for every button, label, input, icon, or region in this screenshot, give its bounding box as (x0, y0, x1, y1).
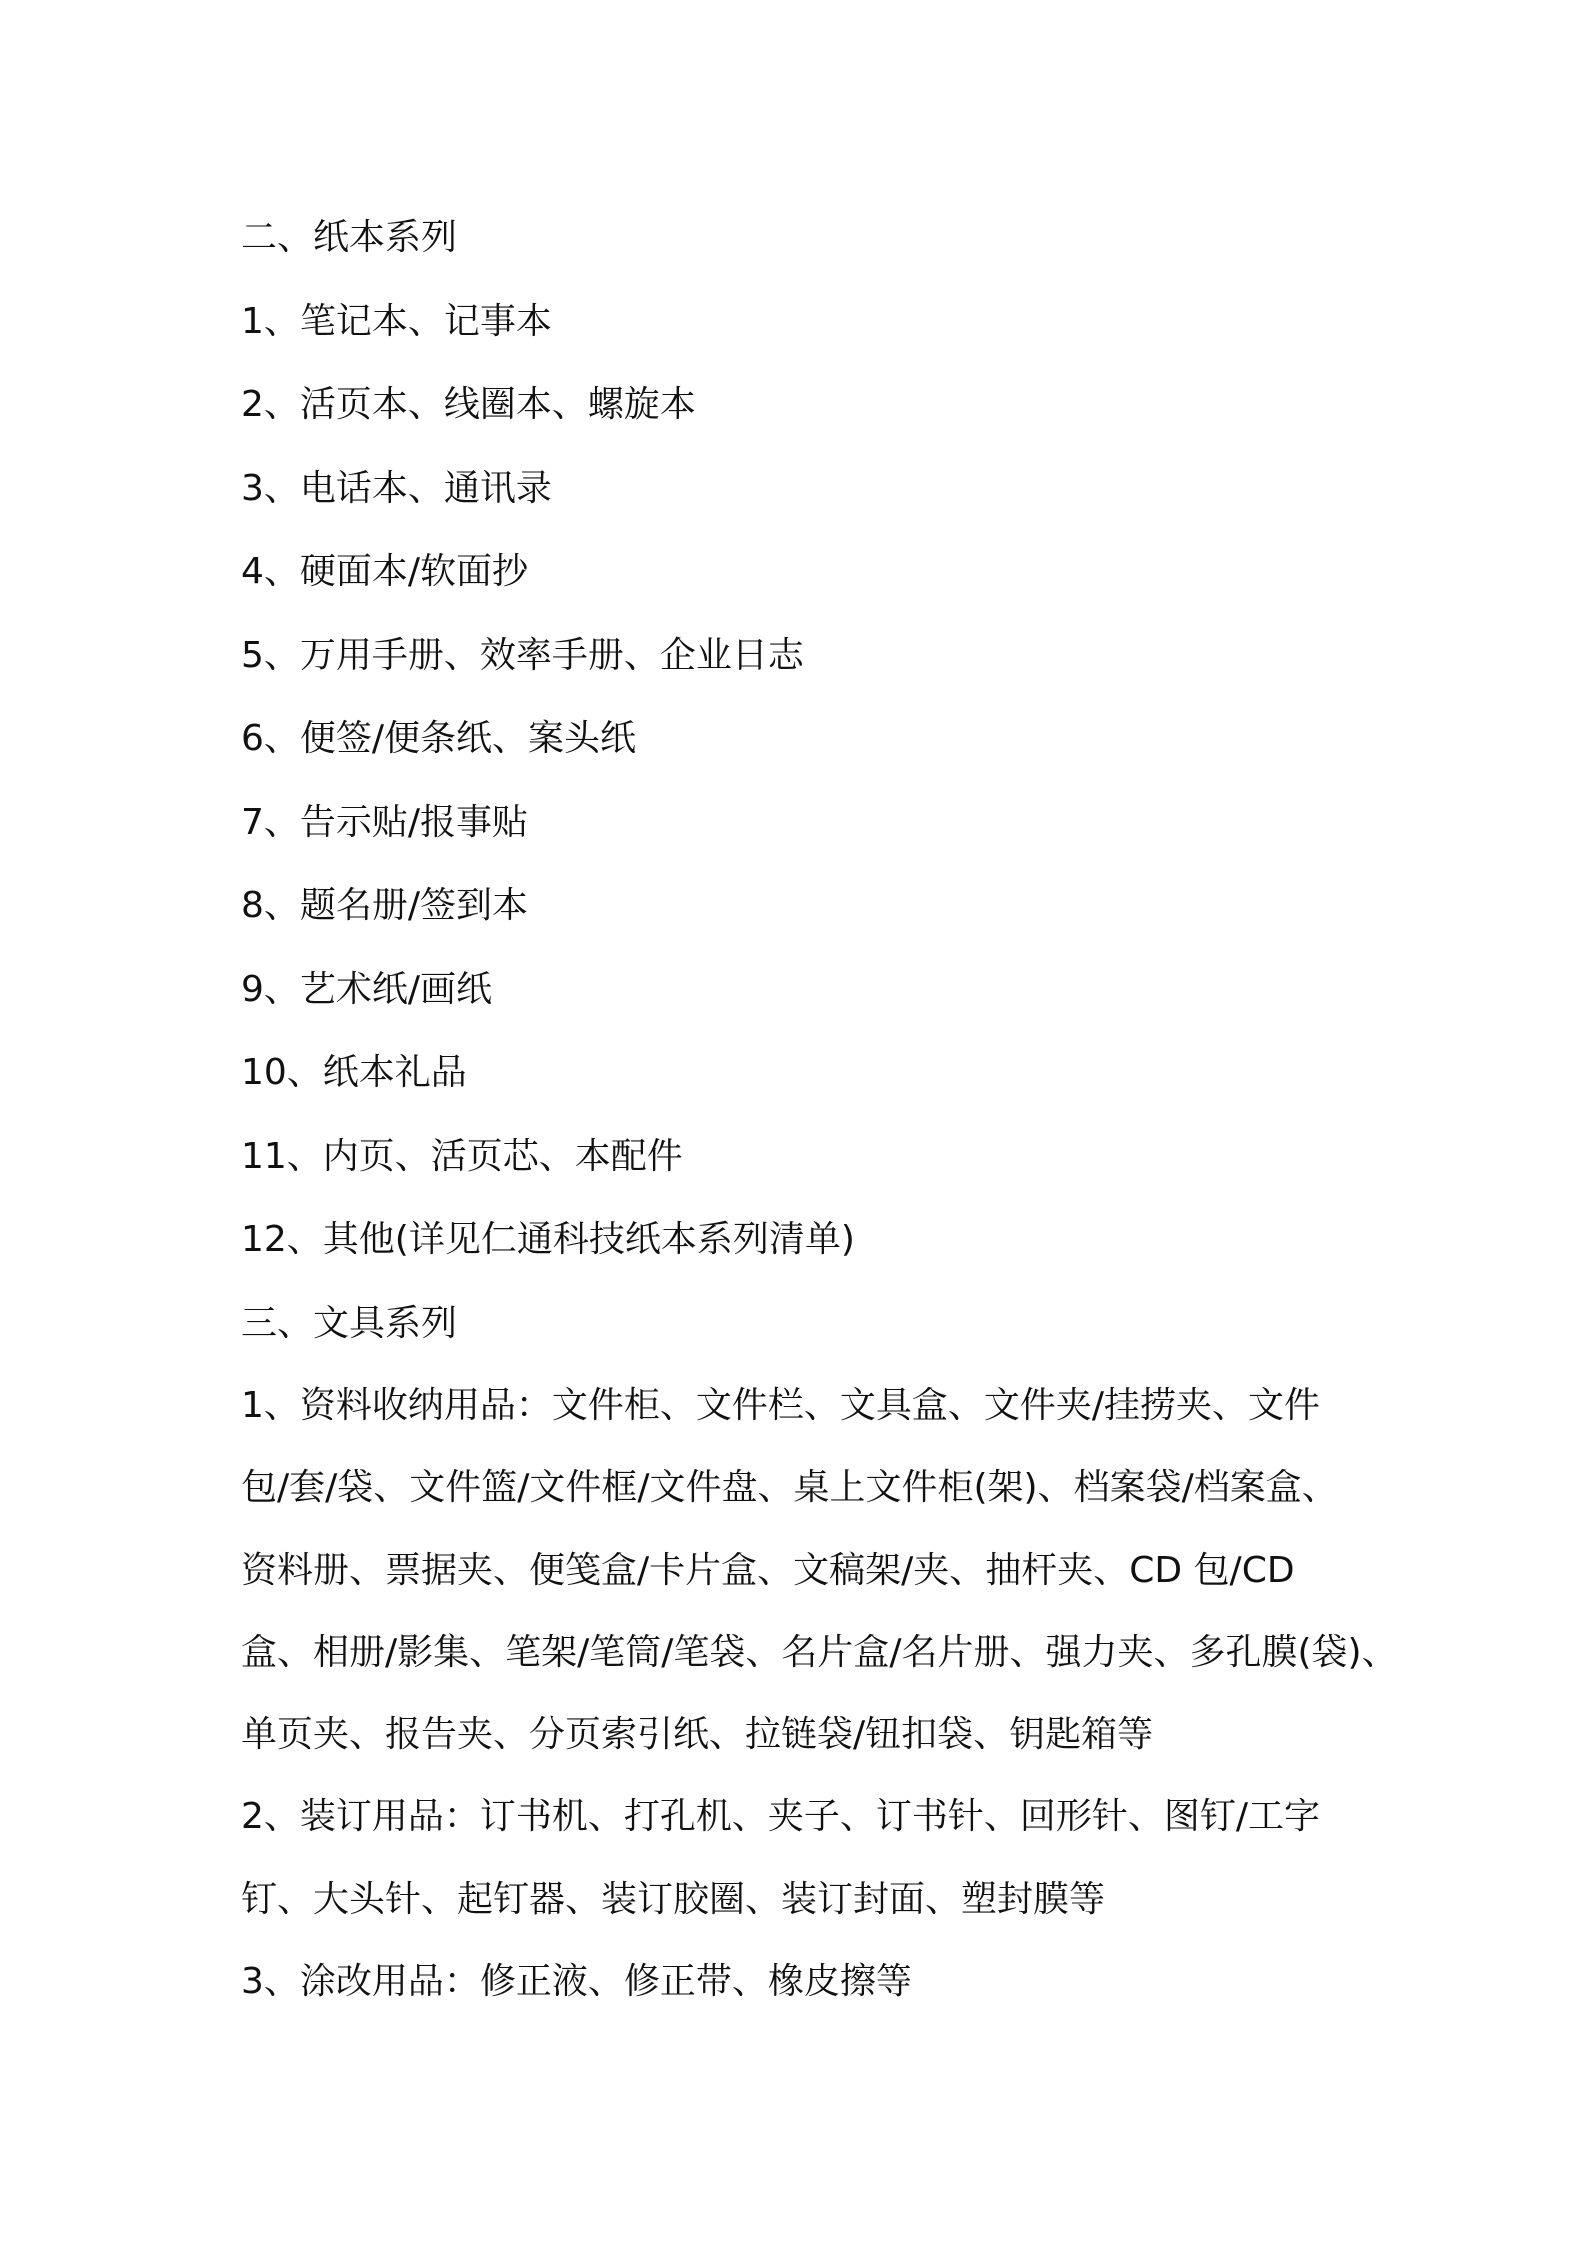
list-item: 8、题名册/签到本 (241, 885, 529, 926)
paragraph-line: 2、装订用品：订书机、打孔机、夹子、订书针、回形针、图钉/工字 (241, 1796, 1321, 1838)
paragraph-binding-supplies (241, 1776, 1381, 1941)
list-item: 1、笔记本、记事本 (241, 300, 552, 342)
paragraph-line: 3、涂改用品：修正液、修正带、橡皮擦等 (241, 1961, 912, 2003)
list-item: 11、内页、活页芯、本配件 (241, 1135, 683, 1177)
paragraph-correction-supplies (241, 1941, 1381, 2023)
paragraph-line: 包/套/袋、文件篮/文件框/文件盘、桌上文件柜(架)、档案袋/档案盒、 (241, 1467, 1338, 1509)
paragraph-storage-supplies (241, 1365, 1398, 1776)
list-item: 5、万用手册、效率手册、企业日志 (241, 634, 804, 676)
list-item: 4、硬面本/软面抄 (241, 551, 529, 592)
document-body (241, 196, 1398, 2023)
list-item: 12、其他(详见仁通科技纸本系列清单) (241, 1219, 855, 1260)
list-item: 6、便签/便条纸、案头纸 (241, 718, 637, 759)
paragraph-line: 1、资料收纳用品：文件柜、文件栏、文具盒、文件夹/挂捞夹、文件 (241, 1385, 1321, 1426)
list-item: 2、活页本、线圈本、螺旋本 (241, 384, 696, 425)
section-heading-paper: 二、纸本系列 (241, 217, 458, 258)
list-item: 10、纸本礼品 (241, 1052, 467, 1093)
list-item: 3、电话本、通讯录 (241, 467, 552, 509)
list-item: 7、告示贴/报事贴 (241, 801, 529, 843)
section-heading-stationery: 三、文具系列 (241, 1302, 458, 1344)
paragraph-line: 资料册、票据夹、便笺盒/卡片盒、文稿架/夹、抽杆夹、CD 包/CD (241, 1549, 1295, 1591)
paragraph-line: 盒、相册/影集、笔架/笔筒/笔袋、名片盒/名片册、强力夹、多孔膜(袋)、 (241, 1631, 1398, 1673)
paragraph-line: 钉、大头针、起钉器、装订胶圈、装订封面、塑封膜等 (241, 1878, 1106, 1920)
paragraph-line: 单页夹、报告夹、分页索引纸、拉链袋/钮扣袋、钥匙箱等 (241, 1714, 1154, 1756)
list-item: 9、艺术纸/画纸 (241, 968, 493, 1010)
